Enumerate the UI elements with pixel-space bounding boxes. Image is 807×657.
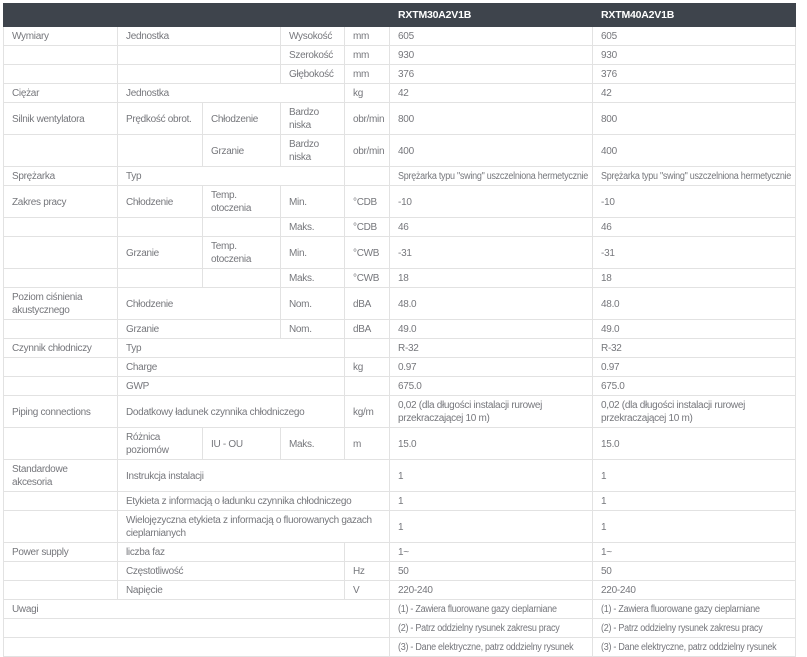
spec-value-cell-model-2: 376	[593, 65, 796, 84]
spec-label-cell: Bardzo niska	[281, 103, 345, 135]
table-row	[4, 543, 796, 562]
spec-value-cell-model-1: 400	[390, 135, 593, 167]
spec-label-cell: Czynnik chłodniczy	[4, 339, 118, 358]
spec-label-cell	[203, 218, 281, 237]
table-row	[4, 65, 796, 84]
spec-label-cell: Bardzo niska	[281, 135, 345, 167]
spec-label-cell: Szerokość	[281, 46, 345, 65]
table-row	[4, 638, 796, 657]
spec-value-cell-model-1: 800	[390, 103, 593, 135]
spec-label-cell: Dodatkowy ładunek czynnika chłodniczego	[118, 396, 345, 428]
spec-label-cell	[4, 619, 390, 638]
spec-label-cell: Power supply	[4, 543, 118, 562]
spec-value-cell-model-1: 0,02 (dla długości instalacji rurowej przekraczającej 10 m)	[390, 396, 593, 428]
spec-value-cell-model-2: R-32	[593, 339, 796, 358]
spec-label-cell: °CDB	[345, 186, 390, 218]
spec-value-cell-model-2: 18	[593, 269, 796, 288]
spec-label-cell: Wymiary	[4, 27, 118, 46]
spec-value-cell-model-1: 18	[390, 269, 593, 288]
spec-value-cell-model-1: 675.0	[390, 377, 593, 396]
spec-sheet	[3, 3, 796, 657]
spec-label-cell: Częstotliwość	[118, 562, 345, 581]
header-spacer	[4, 4, 390, 27]
spec-value-cell-model-2: 220-240	[593, 581, 796, 600]
table-row	[4, 511, 796, 543]
spec-label-cell: GWP	[118, 377, 345, 396]
spec-label-cell: Etykieta z informacją o ładunku czynnika chłodniczego	[118, 492, 390, 511]
spec-label-cell: kg/m	[345, 396, 390, 428]
spec-label-cell: Głębokość	[281, 65, 345, 84]
spec-label-cell: Nom.	[281, 288, 345, 320]
spec-label-cell: m	[345, 428, 390, 460]
spec-value-cell-model-1: 1~	[390, 543, 593, 562]
spec-value-cell-model-1: 1	[390, 492, 593, 511]
spec-value-cell-model-2: 605	[593, 27, 796, 46]
spec-label-cell: Jednostka	[118, 84, 345, 103]
table-row	[4, 269, 796, 288]
spec-value-cell-model-1: Sprężarka typu "swing" uszczelniona hermetycznie	[390, 167, 593, 186]
spec-label-cell: Instrukcja instalacji	[118, 460, 390, 492]
spec-value-cell-model-1: 42	[390, 84, 593, 103]
spec-label-cell: Napięcie	[118, 581, 345, 600]
table-row	[4, 600, 796, 619]
table-row	[4, 339, 796, 358]
spec-label-cell	[4, 269, 118, 288]
spec-label-cell: Wielojęzyczna etykieta z informacją o fluorowanych gazach cieplarnianych	[118, 511, 390, 543]
spec-label-cell: °CWB	[345, 269, 390, 288]
spec-table	[3, 3, 796, 657]
spec-label-cell	[118, 269, 203, 288]
spec-label-cell: dBA	[345, 288, 390, 320]
spec-label-cell: Zakres pracy	[4, 186, 118, 218]
spec-value-cell-model-2: 42	[593, 84, 796, 103]
spec-label-cell: Chłodzenie	[118, 186, 203, 218]
model-column-header-1: RXTM30A2V1B	[390, 4, 593, 27]
spec-value-cell-model-2: 1	[593, 492, 796, 511]
table-row	[4, 167, 796, 186]
table-row	[4, 320, 796, 339]
table-row	[4, 135, 796, 167]
spec-label-cell: °CDB	[345, 218, 390, 237]
spec-value-cell-model-1: 220-240	[390, 581, 593, 600]
table-row	[4, 377, 796, 396]
table-row	[4, 218, 796, 237]
spec-label-cell: Maks.	[281, 428, 345, 460]
spec-label-cell: IU - OU	[203, 428, 281, 460]
spec-label-cell	[4, 581, 118, 600]
spec-label-cell: Grzanie	[118, 320, 281, 339]
spec-label-cell: Charge	[118, 358, 345, 377]
table-row	[4, 562, 796, 581]
spec-value-cell-model-2: 0.97	[593, 358, 796, 377]
spec-value-cell-model-1: 48.0	[390, 288, 593, 320]
spec-label-cell	[345, 167, 390, 186]
spec-label-cell	[4, 320, 118, 339]
spec-value-cell-model-1: -31	[390, 237, 593, 269]
model-column-header-2: RXTM40A2V1B	[593, 4, 796, 27]
spec-label-cell: obr/min	[345, 103, 390, 135]
spec-value-cell-model-2: 800	[593, 103, 796, 135]
spec-label-cell: °CWB	[345, 237, 390, 269]
spec-label-cell: Wysokość	[281, 27, 345, 46]
spec-label-cell: Piping connections	[4, 396, 118, 428]
spec-label-cell: Jednostka	[118, 27, 281, 46]
spec-label-cell	[4, 377, 118, 396]
spec-label-cell: Uwagi	[4, 600, 390, 619]
spec-table-body	[4, 27, 796, 657]
spec-label-cell	[4, 511, 118, 543]
table-row	[4, 27, 796, 46]
table-row	[4, 581, 796, 600]
spec-label-cell	[4, 46, 118, 65]
spec-label-cell: Poziom ciśnienia akustycznego	[4, 288, 118, 320]
spec-label-cell: dBA	[345, 320, 390, 339]
spec-label-cell: mm	[345, 65, 390, 84]
spec-label-cell: Temp. otoczenia	[203, 186, 281, 218]
spec-value-cell-model-2: 675.0	[593, 377, 796, 396]
spec-label-cell	[118, 135, 203, 167]
spec-value-cell-model-2: 49.0	[593, 320, 796, 339]
spec-value-cell-model-2: 0,02 (dla długości instalacji rurowej przekraczającej 10 m)	[593, 396, 796, 428]
spec-value-cell-model-2: (1) - Zawiera fluorowane gazy cieplarniane	[593, 600, 796, 619]
table-row	[4, 186, 796, 218]
table-row	[4, 428, 796, 460]
table-row	[4, 358, 796, 377]
spec-label-cell	[4, 135, 118, 167]
spec-value-cell-model-1: 49.0	[390, 320, 593, 339]
spec-label-cell: Prędkość obrot.	[118, 103, 203, 135]
spec-value-cell-model-1: 1	[390, 460, 593, 492]
spec-value-cell-model-1: -10	[390, 186, 593, 218]
spec-label-cell: Maks.	[281, 218, 345, 237]
spec-value-cell-model-2: 1~	[593, 543, 796, 562]
spec-label-cell: Grzanie	[118, 237, 203, 269]
spec-label-cell	[345, 377, 390, 396]
spec-label-cell: liczba faz	[118, 543, 345, 562]
spec-label-cell	[4, 638, 390, 657]
spec-value-cell-model-2: 50	[593, 562, 796, 581]
table-row	[4, 84, 796, 103]
spec-value-cell-model-1: 376	[390, 65, 593, 84]
spec-label-cell: Chłodzenie	[203, 103, 281, 135]
spec-label-cell	[118, 46, 281, 65]
table-row	[4, 46, 796, 65]
spec-label-cell: mm	[345, 46, 390, 65]
spec-value-cell-model-2: 930	[593, 46, 796, 65]
spec-label-cell: obr/min	[345, 135, 390, 167]
spec-value-cell-model-2: -31	[593, 237, 796, 269]
spec-label-cell: Typ	[118, 167, 345, 186]
spec-label-cell: kg	[345, 84, 390, 103]
table-row	[4, 492, 796, 511]
spec-value-cell-model-1: (2) - Patrz oddzielny rysunek zakresu pracy	[390, 619, 593, 638]
spec-value-cell-model-1: 605	[390, 27, 593, 46]
spec-label-cell: Min.	[281, 186, 345, 218]
spec-label-cell	[4, 65, 118, 84]
spec-label-cell: Temp. otoczenia	[203, 237, 281, 269]
spec-value-cell-model-1: (1) - Zawiera fluorowane gazy cieplarniane	[390, 600, 593, 619]
spec-label-cell: Silnik wentylatora	[4, 103, 118, 135]
spec-label-cell: Nom.	[281, 320, 345, 339]
spec-value-cell-model-2: 400	[593, 135, 796, 167]
spec-value-cell-model-2: (3) - Dane elektryczne, patrz oddzielny rysunek	[593, 638, 796, 657]
spec-label-cell: Chłodzenie	[118, 288, 281, 320]
spec-label-cell	[203, 269, 281, 288]
spec-value-cell-model-2: 1	[593, 460, 796, 492]
spec-label-cell	[4, 492, 118, 511]
spec-label-cell: Grzanie	[203, 135, 281, 167]
spec-label-cell	[4, 428, 118, 460]
spec-value-cell-model-1: 1	[390, 511, 593, 543]
spec-label-cell: Standardowe akcesoria	[4, 460, 118, 492]
spec-value-cell-model-2: (2) - Patrz oddzielny rysunek zakresu pracy	[593, 619, 796, 638]
spec-value-cell-model-1: R-32	[390, 339, 593, 358]
spec-label-cell: Min.	[281, 237, 345, 269]
spec-label-cell: Hz	[345, 562, 390, 581]
spec-value-cell-model-2: 1	[593, 511, 796, 543]
spec-label-cell	[4, 562, 118, 581]
spec-label-cell: Sprężarka	[4, 167, 118, 186]
spec-label-cell: Typ	[118, 339, 345, 358]
spec-value-cell-model-1: 0.97	[390, 358, 593, 377]
spec-value-cell-model-1: 46	[390, 218, 593, 237]
table-row	[4, 288, 796, 320]
spec-value-cell-model-1: 930	[390, 46, 593, 65]
spec-label-cell: Różnica poziomów	[118, 428, 203, 460]
spec-label-cell: V	[345, 581, 390, 600]
table-row	[4, 619, 796, 638]
spec-label-cell	[345, 339, 390, 358]
table-row	[4, 103, 796, 135]
spec-value-cell-model-1: 15.0	[390, 428, 593, 460]
spec-value-cell-model-2: 48.0	[593, 288, 796, 320]
spec-value-cell-model-2: -10	[593, 186, 796, 218]
table-row	[4, 396, 796, 428]
table-row	[4, 237, 796, 269]
spec-label-cell	[4, 358, 118, 377]
spec-value-cell-model-2: 15.0	[593, 428, 796, 460]
spec-label-cell	[4, 218, 118, 237]
spec-value-cell-model-2: Sprężarka typu "swing" uszczelniona hermetycznie	[593, 167, 796, 186]
spec-table-header	[4, 4, 796, 27]
spec-label-cell	[4, 237, 118, 269]
spec-label-cell	[345, 543, 390, 562]
table-row	[4, 460, 796, 492]
spec-value-cell-model-2: 46	[593, 218, 796, 237]
spec-label-cell: Ciężar	[4, 84, 118, 103]
spec-label-cell	[118, 218, 203, 237]
spec-label-cell: mm	[345, 27, 390, 46]
spec-label-cell: Maks.	[281, 269, 345, 288]
spec-label-cell: kg	[345, 358, 390, 377]
spec-value-cell-model-1: (3) - Dane elektryczne, patrz oddzielny rysunek	[390, 638, 593, 657]
spec-label-cell	[118, 65, 281, 84]
spec-value-cell-model-1: 50	[390, 562, 593, 581]
